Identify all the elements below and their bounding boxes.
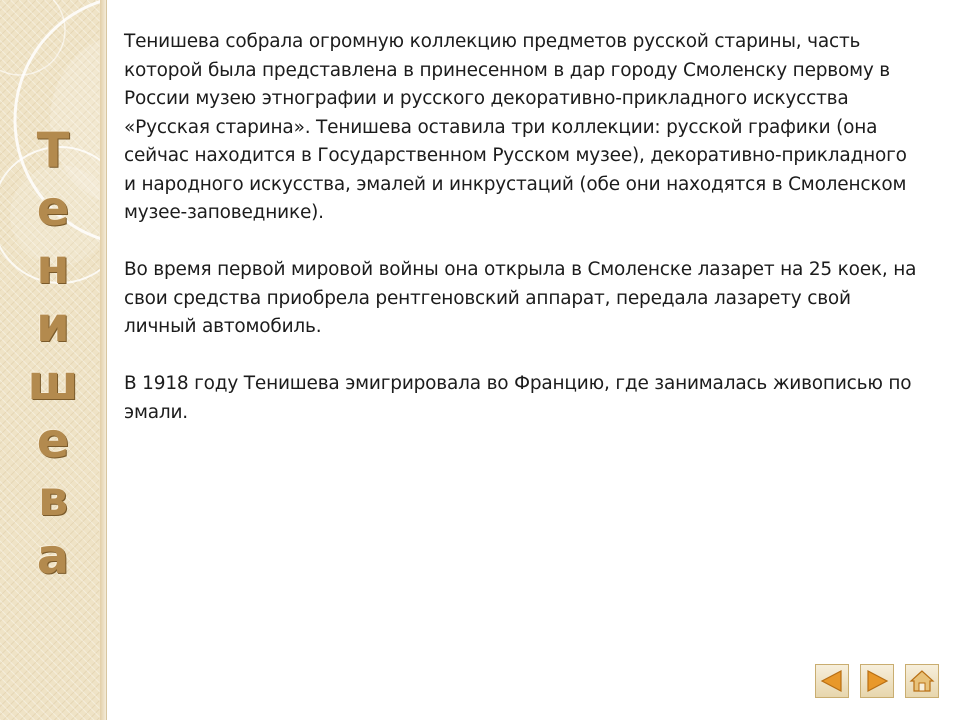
arrow-right-icon: [864, 669, 890, 693]
title-letter: е: [36, 181, 70, 237]
paragraph-collection: Тенишева собрала огромную коллекцию предметов русской старины, часть которой была представлена в принесенном в дар городу Смоленску первому в России музею этнографии и русского декоративно-прикладного искусства «Русская старина». Тенишева оставила три коллекции: русской графики (она сейчас находится в Государственном Русском музее), декоративно-прикладного и народного искусства, эмалей и инкрустаций (обе они находятся в Смоленском музее-заповеднике).: [124, 31, 907, 223]
paragraph-war: Во время первой мировой войны она открыла в Смоленске лазарет на 25 коек, на свои средства приобрела рентгеновский аппарат, передала лазарету свой личный автомобиль.: [124, 259, 917, 337]
title-letter: в: [37, 471, 69, 527]
title-letter: Т: [36, 123, 70, 179]
title-letter: и: [36, 297, 70, 353]
home-button[interactable]: [905, 664, 939, 698]
next-button[interactable]: [860, 664, 894, 698]
previous-button[interactable]: [815, 664, 849, 698]
title-letter: е: [36, 413, 70, 469]
arrow-left-icon: [819, 669, 845, 693]
title-letter: ш: [27, 355, 79, 411]
slide-body: [124, 28, 924, 456]
sidebar: [0, 0, 107, 720]
home-icon: [909, 668, 935, 694]
title-letter: н: [36, 239, 70, 295]
title-letter: а: [36, 529, 70, 585]
vertical-title: [0, 122, 106, 586]
paragraph-emigration: В 1918 году Тенишева эмигрировала во Францию, где занималась живописью по эмали.: [124, 373, 912, 423]
